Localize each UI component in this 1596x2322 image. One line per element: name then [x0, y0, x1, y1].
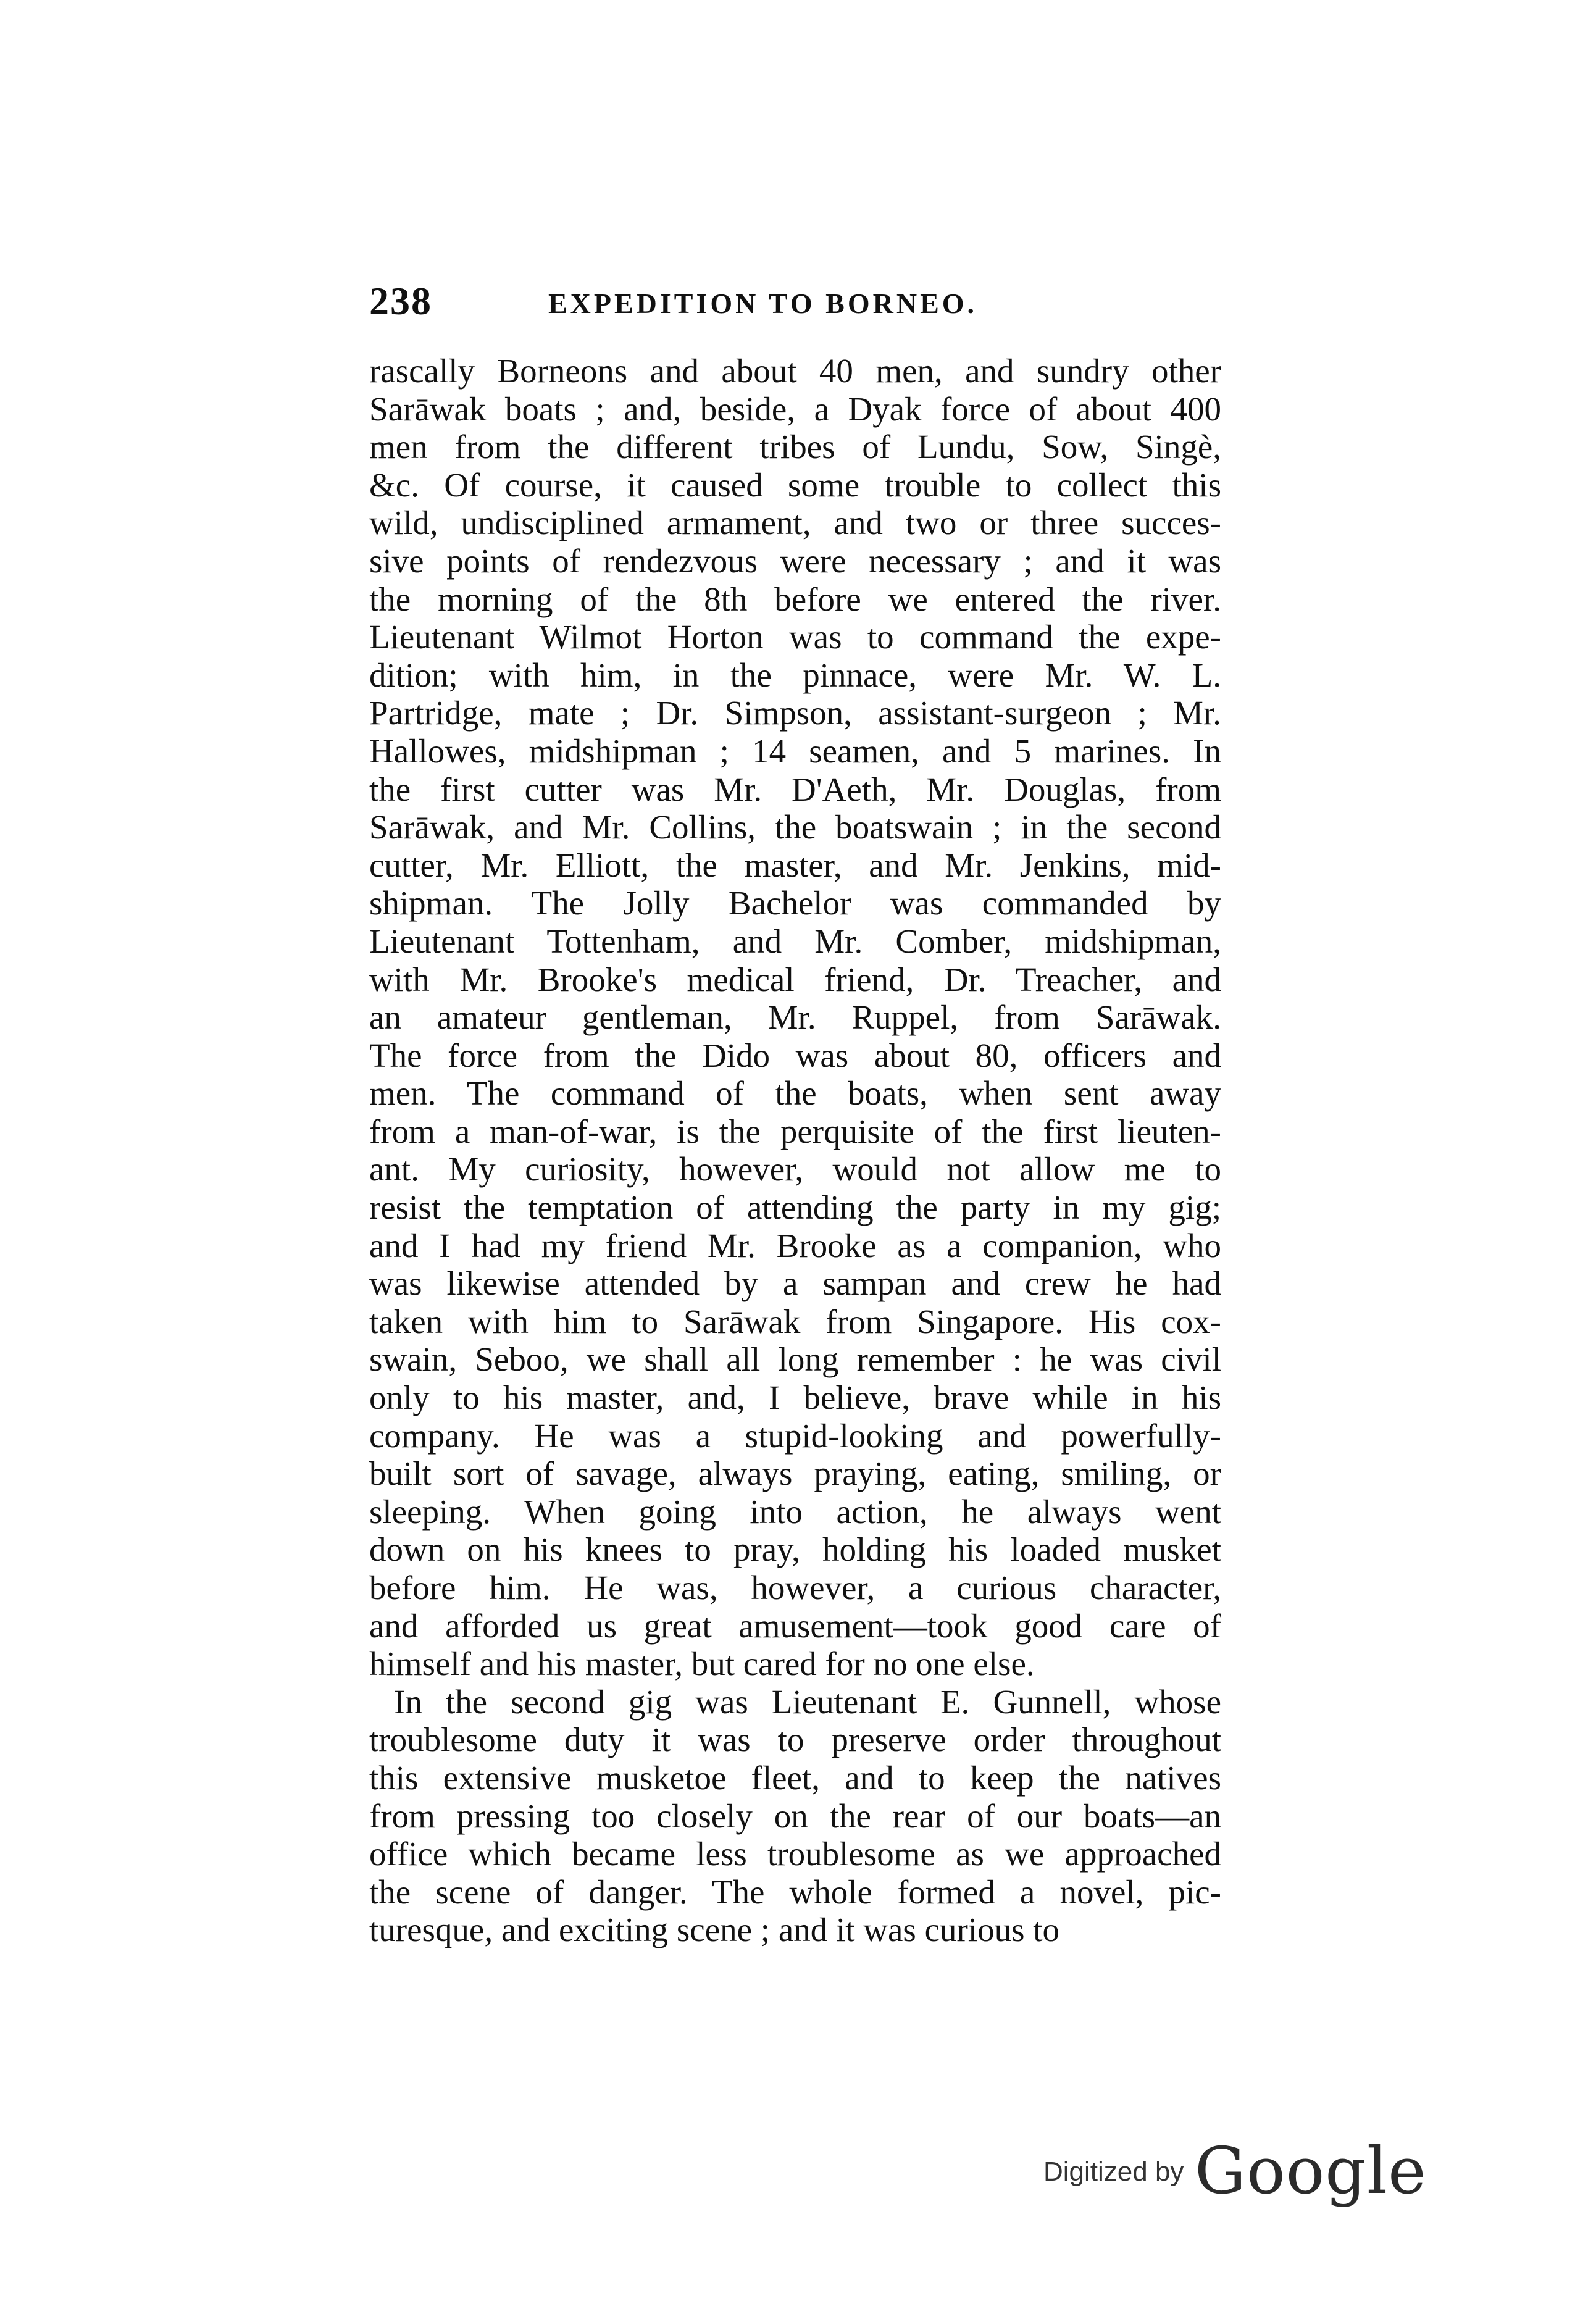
text-line: company. He was a stupid-looking and powerfully- [369, 1416, 1221, 1455]
text-line: Partridge, mate ; Dr. Simpson, assistant-surgeon ; Mr. [369, 694, 1221, 732]
digitized-by-label: Digitized by [1043, 2157, 1184, 2187]
text-line: The force from the Dido was about 80, officers and [369, 1036, 1221, 1074]
text-line: Hallowes, midshipman ; 14 seamen, and 5 marines. In [369, 732, 1221, 770]
text-line: was likewise attended by a sampan and crew he had [369, 1264, 1221, 1303]
text-line: the first cutter was Mr. D'Aeth, Mr. Douglas, from [369, 770, 1221, 808]
text-line: and afforded us great amusement—took good care of [369, 1606, 1221, 1645]
google-logo: Google [1195, 2133, 1427, 2208]
text-line: rascally Borneons and about 40 men, and sundry other [369, 352, 1221, 390]
text-line: from a man-of-war, is the perquisite of the first lieuten- [369, 1112, 1221, 1150]
text-line: men. The command of the boats, when sent away [369, 1074, 1221, 1113]
text-line: resist the temptation of attending the party in my gig; [369, 1188, 1221, 1227]
text-line: the scene of danger. The whole formed a novel, pic- [369, 1873, 1221, 1911]
text-line: &c. Of course, it caused some trouble to collect this [369, 466, 1221, 504]
text-line: Lieutenant Tottenham, and Mr. Comber, midshipman, [369, 922, 1221, 960]
text-line: an amateur gentleman, Mr. Ruppel, from Sarāwak. [369, 998, 1221, 1037]
text-line: from pressing too closely on the rear of our boats—an [369, 1797, 1221, 1835]
text-line: ant. My curiosity, however, would not allow me to [369, 1150, 1221, 1188]
text-line: only to his master, and, I believe, brave while in his [369, 1379, 1221, 1417]
text-line: and I had my friend Mr. Brooke as a companion, who [369, 1226, 1221, 1264]
text-line: built sort of savage, always praying, eating, smiling, or [369, 1455, 1221, 1493]
text-line: this extensive musketoe fleet, and to keep the natives [369, 1758, 1221, 1797]
text-line: sive points of rendezvous were necessary ; and it was [369, 541, 1221, 580]
text-line: In the second gig was Lieutenant E. Gunnell, whose [394, 1682, 1221, 1721]
text-line: swain, Seboo, we shall all long remember : he was civil [369, 1340, 1221, 1379]
text-line: down on his knees to pray, holding his loaded musket [369, 1531, 1221, 1569]
text-line: sleeping. When going into action, he always went [369, 1492, 1221, 1531]
text-line: shipman. The Jolly Bachelor was commanded by [369, 884, 1221, 922]
text-line: with Mr. Brooke's medical friend, Dr. Treacher, and [369, 960, 1221, 998]
paragraph [369, 352, 1221, 1683]
text-line: dition; with him, in the pinnace, were Mr. W. L. [369, 656, 1221, 694]
running-head: EXPEDITION TO BORNEO. [548, 288, 978, 319]
body-text [369, 352, 1221, 1949]
text-line: taken with him to Sarāwak from Singapore. His cox- [369, 1302, 1221, 1340]
text-line: cutter, Mr. Elliott, the master, and Mr. Jenkins, mid- [369, 846, 1221, 884]
text-line: before him. He was, however, a curious character, [369, 1569, 1221, 1606]
page-number: 238 [369, 279, 432, 323]
text-line: office which became less troublesome as we approached [369, 1835, 1221, 1873]
text-line: Lieutenant Wilmot Horton was to command the expe- [369, 618, 1221, 656]
page-header [369, 277, 1221, 326]
text-line: men from the different tribes of Lundu, Sow, Singè, [369, 428, 1221, 466]
text-line: himself and his master, but cared for no one else. [369, 1645, 1035, 1683]
text-line: Sarāwak boats ; and, beside, a Dyak force of about 400 [369, 390, 1221, 428]
text-line: Sarāwak, and Mr. Collins, the boatswain ; in the second [369, 808, 1221, 846]
text-line: turesque, and exciting scene ; and it was curious to [369, 1911, 1060, 1949]
text-line: troublesome duty it was to preserve order throughout [369, 1721, 1221, 1759]
digitized-by-google-mark [1043, 2133, 1427, 2208]
text-line: the morning of the 8th before we entered the river. [369, 580, 1221, 618]
paragraph [369, 1683, 1221, 1949]
text-line: wild, undisciplined armament, and two or three succes- [369, 504, 1221, 542]
